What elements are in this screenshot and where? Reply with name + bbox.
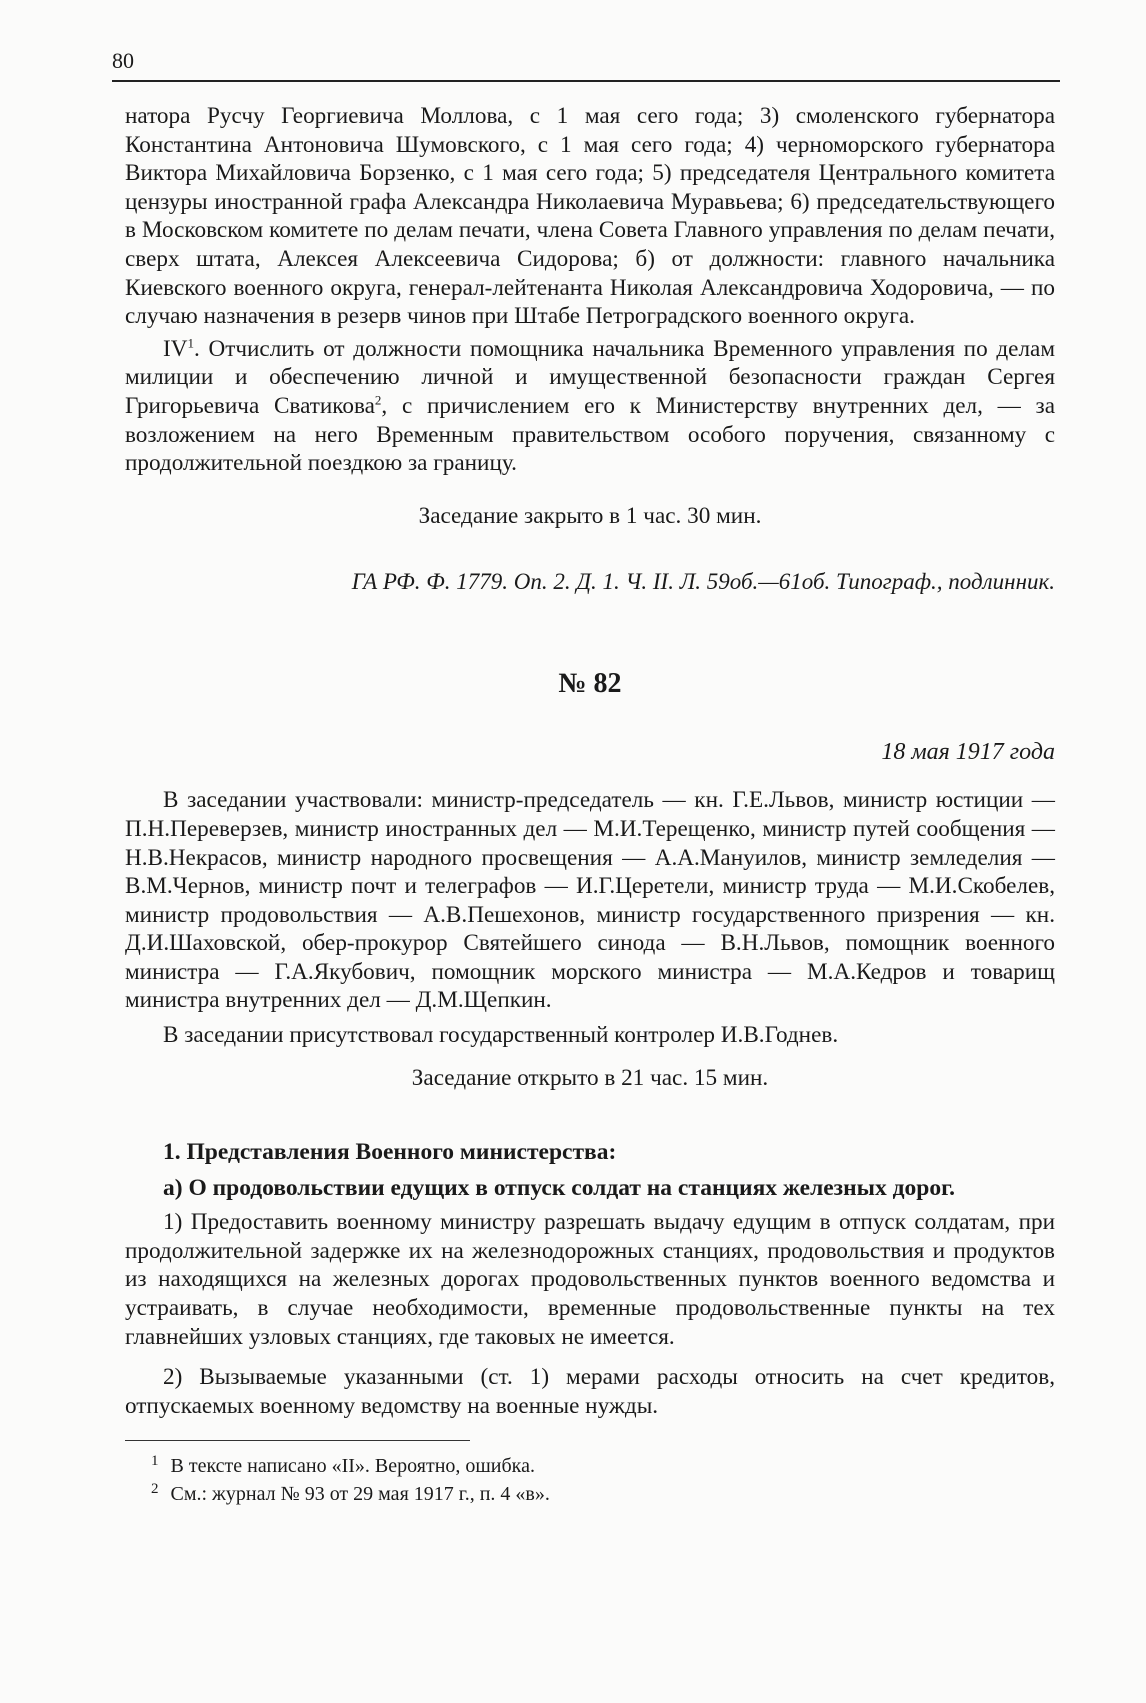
attendee-paragraph: В заседании присутствовал государственный контролер И.В.Годнев. <box>163 1022 839 1049</box>
continued-paragraph: натора Русчу Георгиевича Моллова, с 1 мая сего года; 3) смоленского губернатора Константина Антоновича Шумовского, с 1 мая сего года; 4) черноморского губернатора Виктора Михайловича Борзенко, с 1 мая сего года; 5) председателя Центрального комитета цензуры иностранной графа Александра Николаевича Муравьева; 6) председательствующего в Московском комитете по делам печати, члена Совета Главного управления по делам печати, сверх штата, Алексея Алексеевича Сидорова; б) от должности: главного начальника Киевского военного округа, генерал-лейтенанта Николая Александровича Ходоровича, — по случаю назначения в резерв чинов при Штабе Петроградского военного округа. <box>125 103 1055 330</box>
session-closed: Заседание закрыто в 1 час. 30 мин. <box>418 502 762 529</box>
session-opened: Заседание открыто в 21 час. 15 мин. <box>411 1064 769 1091</box>
document-number: № 82 <box>558 668 622 700</box>
subsection-heading: а) О продовольствии едущих в отпуск солдат на станциях железных дорог. <box>163 1175 955 1202</box>
resolution-2: 2) Вызываемые указанными (ст. 1) мерами расходы относить на счет кредитов, отпускаемых военному ведомству на военные нужды. <box>125 1364 1055 1419</box>
section-heading: 1. Представления Военного министерства: <box>163 1139 617 1166</box>
header-rule <box>112 80 1060 82</box>
footnote-1-text: В тексте написано «II». Вероятно, ошибка. <box>170 1455 535 1478</box>
footnote-ref-2: 2 <box>374 392 382 408</box>
participants-paragraph: В заседании участвовали: министр-председатель — кн. Г.Е.Львов, министр юстиции — П.Н.Переверзев, министр иностранных дел — М.И.Терещенко, министр путей сообщения — Н.В.Некрасов, министр народного просвещения — А.А.Мануилов, министр земледелия — В.М.Чернов, министр почт и телеграфов — И.Г.Церетели, министр труда — М.И.Скобелев, министр продовольствия — А.В.Пешехонов, министр государственного призрения — кн. Д.И.Шаховской, обер-прокурор Святейшего синода — В.Н.Львов, помощник военного министра — Г.А.Якубович, помощник морского министра — М.А.Кедров и товарищ министра внутренних дел — Д.М.Щепкин. <box>125 787 1055 1014</box>
item-iv-numeral: IV <box>163 335 188 362</box>
item-iv-paragraph <box>125 335 1055 478</box>
footnote-2 <box>125 1481 1055 1509</box>
resolution-1: 1) Предоставить военному министру разрешать выдачу едущим в отпуск солдатам, при продолжительной задержке их на железнодорожных станциях, продовольствия и продуктов из находящихся на железных дорогах продовольственных пунктов военного ведомства и устраивать, в случае необходимости, временные продовольственные пункты на тех главнейших узловых станциях, где таковых не имеется. <box>125 1209 1055 1350</box>
footnote-1 <box>125 1453 1055 1481</box>
footnote-1-mark: 1 <box>151 1453 159 1470</box>
document-page <box>112 48 1055 1509</box>
footnote-2-text: См.: журнал № 93 от 29 мая 1917 г., п. 4 «в». <box>170 1483 550 1506</box>
archive-reference: ГА РФ. Ф. 1779. Оп. 2. Д. 1. Ч. II. Л. 59об.—61об. Типограф., подлинник. <box>351 569 1055 595</box>
footnote-2-mark: 2 <box>151 1481 159 1498</box>
footnote-ref-1: 1 <box>187 335 194 351</box>
footnote-rule <box>125 1440 470 1441</box>
item-iv-text-1: . Отчислить от должности помощника начальника Временного управления по делам милиции и обеспечению личной и имущественной безопасности граждан Сергея Григорьевича Сватикова <box>125 335 1055 419</box>
document-date: 18 мая 1917 года <box>881 739 1055 766</box>
item-iv-text-2: , с причислением его к Министерству внутренних дел, — за возложением на него Временным правительством особого поручения, связанному с продолжительной поездкою за границу. <box>125 392 1055 477</box>
page-number: 80 <box>112 48 134 73</box>
